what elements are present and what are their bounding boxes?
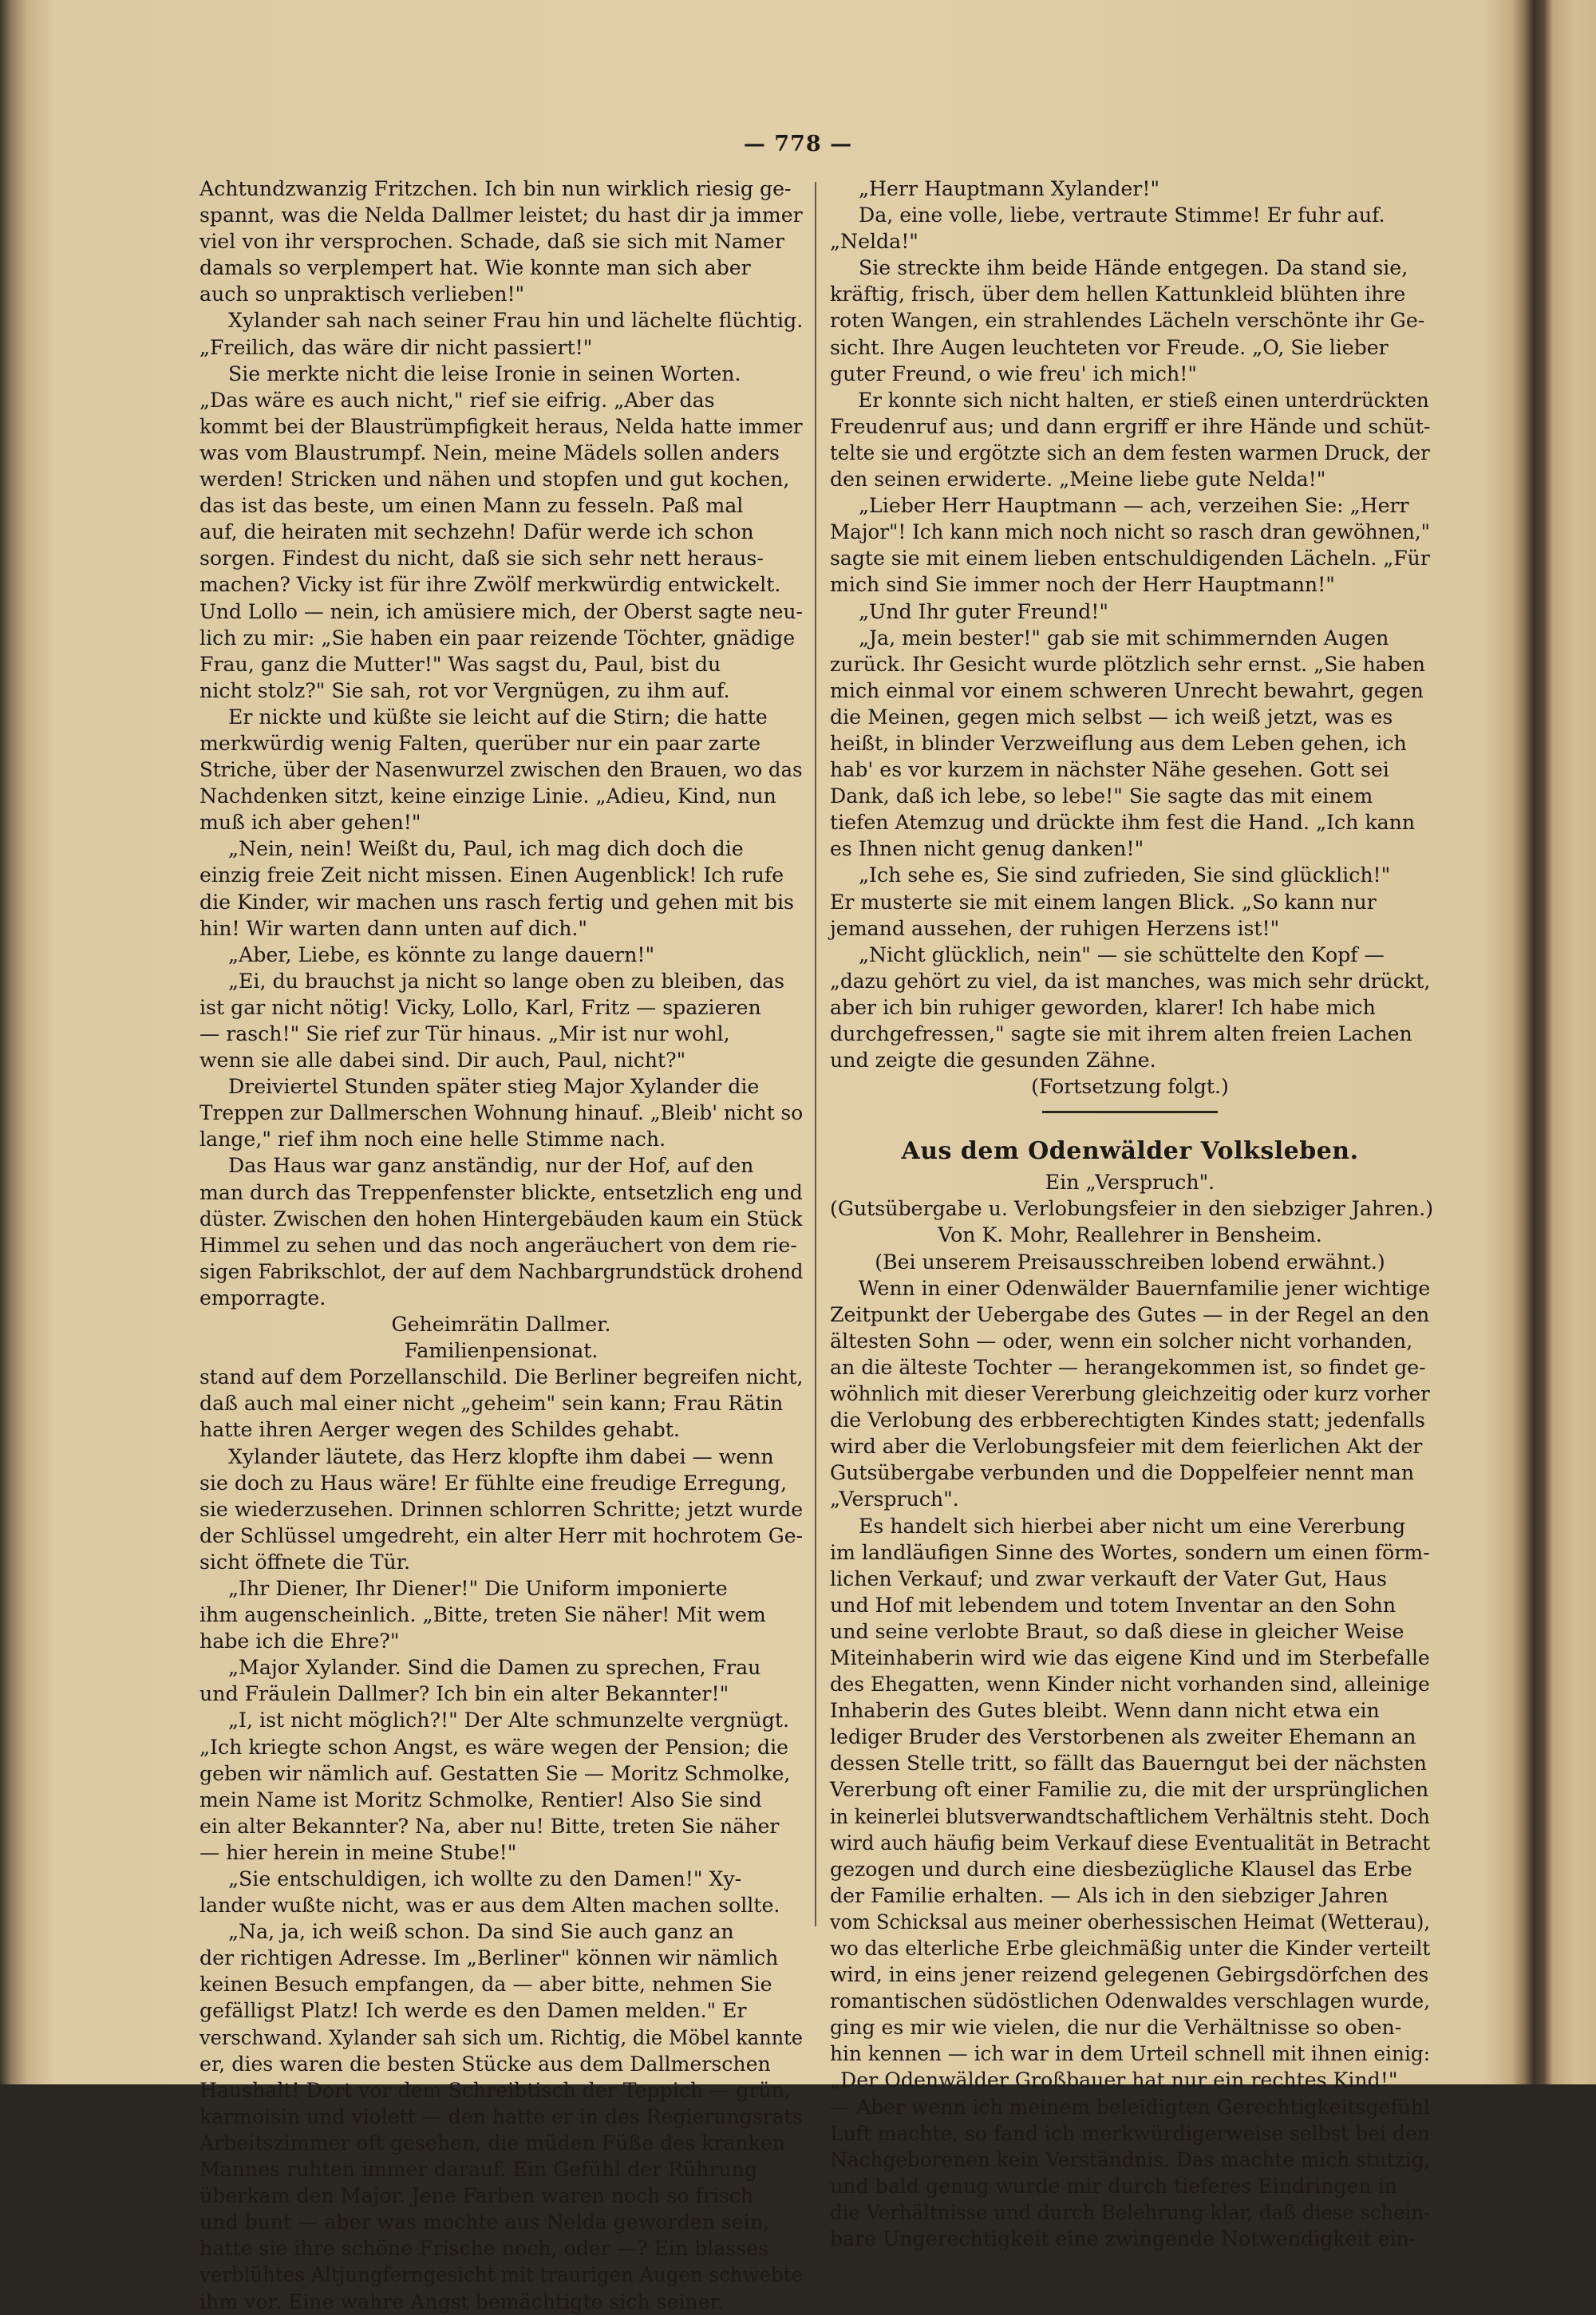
text-line: „Ich kriegte schon Angst, es wäre wegen der Pension; die bbox=[200, 1735, 789, 1759]
text-line: damals so verplempert hat. Wie konnte man sich aber bbox=[200, 256, 751, 280]
text-line: das ist das beste, um einen Mann zu fesseln. Paß mal bbox=[200, 494, 744, 518]
text-line: „Nelda!" bbox=[830, 230, 918, 254]
text-line: Treppen zur Dallmerschen Wohnung hinauf. „Bleib' nicht so bbox=[200, 1101, 804, 1125]
article-text-line: und Hof mit lebendem und totem Inventar an den Sohn bbox=[830, 1593, 1396, 1617]
article-text-line: wird auch häufig beim Verkauf diese Eventualität in Betracht bbox=[830, 1831, 1431, 1855]
text-line: Striche, über der Nasenwurzel zwischen den Brauen, wo das bbox=[200, 758, 803, 782]
column-divider bbox=[815, 182, 816, 1926]
text-line: Nachdenken sitzt, keine einzige Linie. „Adieu, Kind, nun bbox=[200, 784, 776, 808]
text-line: Familienpensionat. bbox=[404, 1339, 598, 1363]
text-line: Dank, daß ich lebe, so lebe!" Sie sagte das mit einem bbox=[830, 784, 1373, 808]
text-line: die Meinen, gegen mich selbst — ich weiß jetzt, was es bbox=[830, 705, 1393, 729]
article-body bbox=[830, 1275, 1430, 2252]
article-text-line: — Aber wenn ich meinem beleidigten Gerechtigkeitsgefühl bbox=[830, 2095, 1430, 2119]
right-column bbox=[830, 176, 1434, 2252]
article-text-line: gezogen und durch eine diesbezügliche Klausel das Erbe bbox=[830, 1857, 1412, 1881]
text-line: „Nicht glücklich, nein" — sie schüttelte den Kopf — bbox=[859, 942, 1385, 966]
text-line: „I, ist nicht möglich?!" Der Alte schmunzelte vergnügt. bbox=[228, 1709, 789, 1732]
text-line: ein alter Bekannter? Na, aber nu! Bitte, treten Sie näher bbox=[200, 1814, 780, 1838]
text-line: überkam den Major. Jene Farben waren noch so frisch bbox=[200, 2184, 754, 2208]
text-line: viel von ihr versprochen. Schade, daß sie sich mit Namer bbox=[200, 230, 784, 254]
article-text-line: wöhnlich mit dieser Vererbung gleichzeitig oder kurz vorher bbox=[830, 1382, 1430, 1406]
text-line: muß ich aber gehen!" bbox=[200, 811, 421, 835]
text-line: auf, die heiraten mit sechzehn! Dafür werde ich schon bbox=[200, 520, 754, 544]
text-line: hatte ihren Aerger wegen des Schildes gehabt. bbox=[200, 1418, 680, 1442]
article-text-line: die Verhältnisse und durch Belehrung klar, daß diese schein- bbox=[830, 2200, 1431, 2224]
left-column bbox=[200, 176, 803, 2315]
text-line: daß auch mal einer nicht „geheim" sein kann; Frau Rätin bbox=[200, 1392, 784, 1416]
text-line: verschwand. Xylander sah sich um. Richtig, die Möbel kannte bbox=[200, 2025, 804, 2049]
text-line: sicht. Ihre Augen leuchteten vor Freude. „O, Sie lieber bbox=[830, 335, 1389, 359]
article-text-line: „Verspruch". bbox=[830, 1487, 959, 1511]
text-line: sagte sie mit einem lieben entschuldigenden Lächeln. „Für bbox=[830, 547, 1430, 571]
text-line: roten Wangen, ein strahlendes Lächeln verschönte ihr Ge- bbox=[830, 309, 1425, 333]
text-line: kräftig, frisch, über dem hellen Kattunkleid blühten ihre bbox=[830, 282, 1406, 306]
text-line: „Ich sehe es, Sie sind zufrieden, Sie sind glücklich!" bbox=[859, 863, 1391, 887]
text-line: der Schlüssel umgedreht, ein alter Herr mit hochrotem Ge- bbox=[200, 1523, 804, 1547]
text-line: ist gar nicht nötig! Vicky, Lollo, Karl, Fritz — spazieren bbox=[200, 995, 761, 1019]
article-text-line: der Familie erhalten. — Als ich in den siebziger Jahren bbox=[830, 1883, 1389, 1907]
text-line: Da, eine volle, liebe, vertraute Stimme! Er fuhr auf. bbox=[859, 203, 1385, 227]
text-line: Achtundzwanzig Fritzchen. Ich bin nun wirklich riesig ge- bbox=[200, 177, 792, 200]
article-text-line: romantischen südöstlichen Odenwaldes verschlagen wurde, bbox=[830, 1989, 1431, 2013]
text-line: verblühtes Altjungferngesicht mit traurigen Augen schwebte bbox=[200, 2263, 803, 2287]
text-line: Geheimrätin Dallmer. bbox=[391, 1313, 611, 1337]
text-line: keinen Besuch empfangen, da — aber bitte, nehmen Sie bbox=[200, 1973, 772, 1997]
text-line: „Und Ihr guter Freund!" bbox=[859, 599, 1108, 623]
text-line: Major"! Ich kann mich noch nicht so rasch dran gewöhnen," bbox=[830, 520, 1430, 544]
text-line: und bunt — aber was mochte aus Nelda geworden sein, bbox=[200, 2210, 769, 2234]
article-text-line: ältesten Sohn — oder, wenn ein solcher nicht vorhanden, bbox=[830, 1329, 1413, 1353]
text-line: gefälligst Platz! Ich werde es den Damen melden." Er bbox=[200, 1999, 747, 2023]
text-line: ihm augenscheinlich. „Bitte, treten Sie näher! Mit wem bbox=[200, 1603, 766, 1627]
text-line: „Das wäre es auch nicht," rief sie eifrig. „Aber das bbox=[200, 388, 715, 412]
article-text-line: wird, in eins jener reizend gelegenen Gebirgsdörfchen des bbox=[830, 1963, 1429, 1987]
text-line: „Na, ja, ich weiß schon. Da sind Sie auch ganz an bbox=[228, 1920, 734, 1944]
text-line: und zeigte die gesunden Zähne. bbox=[830, 1049, 1156, 1073]
article-separator-rule bbox=[1042, 1111, 1218, 1113]
text-line: Sie streckte ihm beide Hände entgegen. Da stand sie, bbox=[859, 256, 1408, 280]
article-text-line: Es handelt sich hierbei aber nicht um eine Vererbung bbox=[859, 1514, 1406, 1538]
text-line: Er konnte sich nicht halten, er stieß einen unterdrückten bbox=[858, 388, 1429, 412]
text-line: die Kinder, wir machen uns rasch fertig und gehen mit bis bbox=[200, 890, 794, 914]
article-text-line: in keinerlei blutsverwandtschaftlichem Verhältnis steht. Doch bbox=[830, 1804, 1430, 1828]
text-line: — rasch!" Sie rief zur Tür hinaus. „Mir ist nur wohl, bbox=[200, 1022, 730, 1045]
text-line: „Sie entschuldigen, ich wollte zu den Damen!" Xy- bbox=[228, 1867, 742, 1890]
article-text-line: hin kennen — ich war in dem Urteil schnell mit ihnen einig: bbox=[830, 2042, 1431, 2066]
article-text-line: an die älteste Tochter — herangekommen ist, so findet ge- bbox=[830, 1355, 1426, 1379]
text-line: telte sie und ergötzte sich an dem festen warmen Druck, der bbox=[830, 440, 1430, 464]
text-line: auch so unpraktisch verlieben!" bbox=[200, 282, 525, 306]
text-line: „Lieber Herr Hauptmann — ach, verzeihen Sie: „Herr bbox=[859, 494, 1409, 518]
text-line: es Ihnen nicht genug danken!" bbox=[830, 837, 1144, 861]
text-line: der richtigen Adresse. Im „Berliner" können wir nämlich bbox=[200, 1946, 779, 1970]
text-line: Er musterte sie mit einem langen Blick. „So kann nur bbox=[830, 890, 1377, 914]
text-line: „Nein, nein! Weißt du, Paul, ich mag dich doch die bbox=[228, 837, 744, 861]
text-line: Das Haus war ganz anständig, nur der Hof, auf den bbox=[228, 1154, 754, 1178]
article-byline: Von K. Mohr, Reallehrer in Bensheim. bbox=[938, 1223, 1322, 1247]
text-line: hatte sie ihre schöne Frische noch, oder —? Ein blasses bbox=[200, 2237, 769, 2261]
page-number: — 778 — bbox=[743, 132, 853, 156]
text-line: sicht öffnete die Tür. bbox=[200, 1550, 411, 1574]
article-text-line: lichen Verkauf; und zwar verkauft der Vater Gut, Haus bbox=[830, 1566, 1387, 1590]
text-line: und Fräulein Dallmer? Ich bin ein alter Bekannter!" bbox=[200, 1682, 729, 1706]
text-line: „Major Xylander. Sind die Damen zu sprechen, Frau bbox=[228, 1656, 761, 1680]
text-line: lange," rief ihm noch eine helle Stimme nach. bbox=[200, 1128, 666, 1152]
article-text-line: Gutsübergabe verbunden und die Doppelfeier nennt man bbox=[830, 1461, 1415, 1485]
text-line: den seinen erwiderte. „Meine liebe gute Nelda!" bbox=[830, 468, 1326, 492]
article-text-line: Vererbung oft einer Familie zu, die mit der ursprünglichen bbox=[830, 1778, 1429, 1802]
article-note: (Bei unserem Preisausschreiben lobend erwähnt.) bbox=[875, 1250, 1385, 1274]
text-line: „Ja, mein bester!" gab sie mit schimmernden Augen bbox=[859, 626, 1389, 650]
text-line: Arbeitszimmer oft gesehen, die müden Füße des kranken bbox=[200, 2131, 786, 2155]
text-line: tiefen Atemzug und drückte ihm fest die Hand. „Ich kann bbox=[830, 811, 1416, 835]
text-line: habe ich die Ehre?" bbox=[200, 1630, 400, 1653]
text-line: emporragte. bbox=[200, 1286, 326, 1310]
text-line: sorgen. Findest du nicht, daß sie sich sehr nett heraus- bbox=[200, 547, 764, 571]
text-line: hin! Wir warten dann unten auf dich." bbox=[200, 916, 588, 940]
text-line: — hier herein in meine Stube!" bbox=[200, 1840, 517, 1864]
text-line: Haushalt! Dort vor dem Schreibtisch der Teppich — grün, bbox=[200, 2078, 791, 2102]
text-line: einzig freie Zeit nicht missen. Einen Augenblick! Ich rufe bbox=[200, 863, 784, 887]
text-line: Und Lollo — nein, ich amüsiere mich, der Oberst sagte neu- bbox=[200, 599, 803, 623]
article-subtitle: Ein „Verspruch". bbox=[1045, 1171, 1215, 1195]
text-line: Dreiviertel Stunden später stieg Major Xylander die bbox=[228, 1075, 760, 1099]
article-text-line: Luft machte, so fand ich merkwürdigerweise selbst bei den bbox=[830, 2121, 1430, 2145]
text-line: Freudenruf aus; und dann ergriff er ihre Hände und schüt- bbox=[830, 414, 1431, 438]
article-text-line: die Verlobung des erbberechtigten Kindes statt; jedenfalls bbox=[830, 1408, 1425, 1432]
text-line: Er nickte und küßte sie leicht auf die Stirn; die hatte bbox=[228, 705, 768, 729]
text-line: jemand aussehen, der ruhigen Herzens ist!" bbox=[830, 916, 1280, 940]
article-text-line: Zeitpunkt der Uebergabe des Gutes — in der Regel an den bbox=[830, 1302, 1430, 1326]
text-line: kommt bei der Blaustrümpfigkeit heraus, Nelda hatte immer bbox=[200, 414, 803, 438]
text-line: werden! Stricken und nähen und stopfen und gut kochen, bbox=[200, 468, 790, 492]
article-description: (Gutsübergabe u. Verlobungsfeier in den siebziger Jahren.) bbox=[830, 1197, 1434, 1221]
article-text-line: dessen Stelle tritt, so fällt das Bauerngut bei der nächsten bbox=[830, 1752, 1427, 1776]
text-line: spannt, was die Nelda Dallmer leistet; du hast dir ja immer bbox=[200, 203, 803, 227]
text-line: mein Name ist Moritz Schmolke, Rentier! Also Sie sind bbox=[200, 1788, 762, 1811]
article-text-line: Inhaberin des Gutes bleibt. Wenn dann nicht etwa ein bbox=[830, 1699, 1380, 1723]
text-line: sie doch zu Haus wäre! Er fühlte eine freudige Erregung, bbox=[200, 1471, 787, 1495]
article-text-line: ging es mir wie vielen, die nur die Verhältnisse so oben- bbox=[830, 2016, 1402, 2040]
text-line: hab' es vor kurzem in nächster Nähe gesehen. Gott sei bbox=[830, 758, 1389, 782]
text-line: sigen Fabrikschlot, der auf dem Nachbargrundstück drohend bbox=[200, 1259, 804, 1283]
text-line: merkwürdig wenig Falten, querüber nur ein paar zarte bbox=[200, 731, 761, 755]
text-line: lich zu mir: „Sie haben ein paar reizende Töchter, gnädige bbox=[200, 626, 796, 650]
text-line: „Ihr Diener, Ihr Diener!" Die Uniform imponierte bbox=[228, 1576, 728, 1600]
text-line: heißt, in blinder Verzweiflung aus dem Leben gehen, ich bbox=[830, 731, 1407, 755]
article-text-line: Nachgeborenen kein Verständnis. Das machte mich stutzig, bbox=[830, 2147, 1431, 2171]
text-line: Sie merkte nicht die leise Ironie in seinen Worten. bbox=[228, 361, 741, 385]
text-line: machen? Vicky ist für ihre Zwölf merkwürdig entwickelt. bbox=[200, 573, 781, 597]
article-text-line: wo das elterliche Erbe gleichmäßig unter die Kinder verteilt bbox=[830, 1937, 1431, 1960]
text-line: stand auf dem Porzellanschild. Die Berliner begreifen nicht, bbox=[200, 1365, 804, 1389]
article-text-line: wird aber die Verlobungsfeier mit dem feierlichen Akt der bbox=[830, 1435, 1423, 1459]
text-line: aber ich bin ruhiger geworden, klarer! Ich habe mich bbox=[830, 995, 1376, 1019]
continuation-note: (Fortsetzung folgt.) bbox=[1031, 1075, 1229, 1099]
text-line: sie wiederzusehen. Drinnen schlorren Schritte; jetzt wurde bbox=[200, 1497, 804, 1521]
text-line: geben wir nämlich auf. Gestatten Sie — Moritz Schmolke, bbox=[200, 1761, 791, 1785]
text-line: „Herr Hauptmann Xylander!" bbox=[859, 177, 1160, 200]
text-line: nicht stolz?" Sie sah, rot vor Vergnügen, zu ihm auf. bbox=[200, 678, 730, 702]
text-line: karmoisin und violett — den hatte er in des Regierungsrats bbox=[200, 2104, 803, 2128]
text-line: man durch das Treppenfenster blickte, entsetzlich eng und bbox=[200, 1180, 803, 1204]
text-line: Frau, ganz die Mutter!" Was sagst du, Paul, bist du bbox=[200, 652, 721, 676]
text-line: lander wußte nicht, was er aus dem Alten machen sollte. bbox=[200, 1894, 780, 1918]
text-line: mich einmal vor einem schweren Unrecht bewahrt, gegen bbox=[830, 678, 1424, 702]
text-line: „Freilich, das wäre dir nicht passiert!" bbox=[200, 335, 593, 359]
text-line: düster. Zwischen den hohen Hintergebäuden kaum ein Stück bbox=[200, 1207, 803, 1231]
article-text-line: Miteinhaberin wird wie das eigene Kind und im Sterbefalle bbox=[830, 1645, 1430, 1669]
text-line: ihm vor. Eine wahre Angst bemächtigte sich seiner. bbox=[200, 2289, 724, 2313]
article-text-line: vom Schicksal aus meiner oberhessischen Heimat (Wetterau), bbox=[830, 1910, 1430, 1934]
text-line: Mannes ruhten immer darauf. Ein Gefühl der Rührung bbox=[200, 2158, 758, 2182]
text-line: „Ei, du brauchst ja nicht so lange oben zu bleiben, das bbox=[228, 969, 785, 993]
text-line: guter Freund, o wie freu' ich mich!" bbox=[830, 361, 1197, 385]
article-text-line: im landläufigen Sinne des Wortes, sondern um einen förm- bbox=[830, 1540, 1430, 1564]
article-text-line: und bald genug wurde mir durch tieferes Eindringen in bbox=[830, 2174, 1397, 2198]
article-text-line: lediger Bruder des Verstorbenen als zweiter Ehemann an bbox=[830, 1725, 1416, 1749]
article-text-line: Wenn in einer Odenwälder Bauernfamilie jener wichtige bbox=[858, 1276, 1431, 1300]
text-line: „Aber, Liebe, es könnte zu lange dauern!" bbox=[228, 942, 655, 966]
article-text-line: bare Ungerechtigkeit eine zwingende Notwendigkeit ein- bbox=[830, 2227, 1416, 2251]
text-line: wenn sie alle dabei sind. Dir auch, Paul, nicht?" bbox=[200, 1049, 686, 1073]
text-line: zurück. Ihr Gesicht wurde plötzlich sehr ernst. „Sie haben bbox=[830, 652, 1425, 676]
text-line: was vom Blaustrumpf. Nein, meine Mädels sollen anders bbox=[200, 440, 780, 464]
text-line: Xylander läutete, das Herz klopfte ihm dabei — wenn bbox=[228, 1444, 774, 1468]
text-line: „dazu gehört zu viel, da ist manches, was mich sehr drückt, bbox=[830, 969, 1431, 993]
story-continuation bbox=[830, 176, 1430, 1073]
article-title: Aus dem Odenwälder Volksleben. bbox=[901, 1137, 1359, 1166]
text-line: durchgefressen," sagte sie mit ihrem alten freien Lachen bbox=[830, 1022, 1412, 1045]
article-text-line: und seine verlobte Braut, so daß diese in gleicher Weise bbox=[830, 1619, 1404, 1643]
text-line: er, dies waren die besten Stücke aus dem Dallmerschen bbox=[200, 2052, 771, 2076]
text-line: Xylander sah nach seiner Frau hin und lächelte flüchtig. bbox=[228, 309, 804, 333]
article-text-line: „Der Odenwälder Großbauer hat nur ein rechtes Kind!" bbox=[830, 2068, 1398, 2092]
text-line: Himmel zu sehen und das noch angeräuchert von dem rie- bbox=[200, 1233, 797, 1257]
article-text-line: des Ehegatten, wenn Kinder nicht vorhanden sind, alleinige bbox=[830, 1673, 1430, 1697]
text-line: mich sind Sie immer noch der Herr Hauptmann!" bbox=[830, 573, 1335, 597]
